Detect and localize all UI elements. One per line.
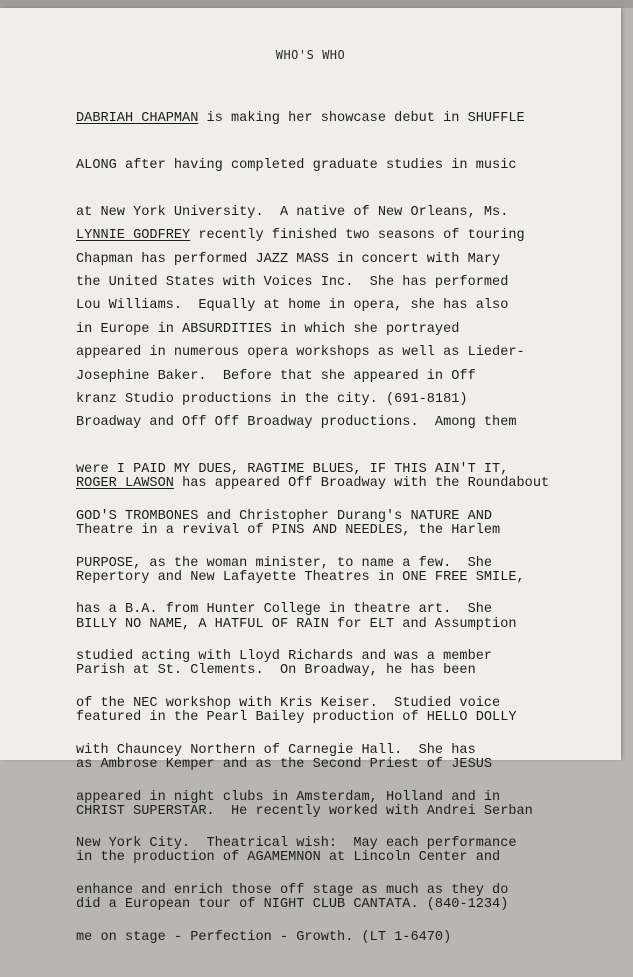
performer-name: DABRIAH CHAPMAN [76, 111, 199, 127]
bio-line: were I PAID MY DUES, RAGTIME BLUES, IF THIS AIN'T IT, [76, 462, 509, 478]
bio-line: PURPOSE, as the woman minister, to name a few. She [76, 555, 493, 571]
bio-line: GOD'S TROMBONES and Christopher Durang's NATURE AND [76, 508, 493, 524]
bio-line: in the production of AGAMEMNON at Lincoln Center and [76, 850, 501, 866]
bio-line: kranz Studio productions in the city. (691-8181) [76, 391, 468, 407]
bio-line: BILLY NO NAME, A HATFUL OF RAIN for ELT and Assumption [76, 616, 517, 632]
bio-entry-lawson [76, 445, 549, 944]
bio-line: ALONG after having completed graduate studies in music [76, 157, 517, 173]
performer-name: ROGER LAWSON [76, 476, 174, 492]
scan-background-edge [0, 0, 633, 8]
bio-line: did a European tour of NIGHT CLUB CANTATA. (840-1234) [76, 897, 509, 913]
bio-line: studied acting with Lloyd Richards and was a member [76, 649, 493, 665]
bio-line: Parish at St. Clements. On Broadway, he has been [76, 663, 476, 679]
bio-line: the United States with Voices Inc. She has performed [76, 274, 509, 290]
document-page [0, 8, 621, 945]
bio-line-text: recently finished two seasons of touring [190, 228, 525, 244]
bio-first-line [76, 228, 525, 244]
bio-line: appeared in night clubs in Amsterdam, Holland and in [76, 789, 501, 805]
page-title: WHO'S WHO [275, 48, 346, 62]
bio-line-text: is making her showcase debut in SHUFFLE [198, 111, 525, 127]
bio-line: with Chauncey Northern of Carnegie Hall. She has [76, 742, 476, 758]
bio-line: Josephine Baker. Before that she appeared in Off [76, 368, 476, 384]
bio-line-text: has appeared Off Broadway with the Roundabout [173, 476, 550, 492]
bio-line: CHRIST SUPERSTAR. He recently worked with Andrei Serban [76, 803, 533, 819]
bio-line: as Ambrose Kemper and as the Second Priest of JESUS [76, 756, 493, 772]
bio-line: Chapman has performed JAZZ MASS in concert with Mary [76, 251, 501, 267]
bio-line: enhance and enrich those off stage as much as they do [76, 883, 509, 899]
performer-name: LYNNIE GODFREY [76, 228, 191, 244]
bio-first-line [76, 111, 525, 127]
bio-line: has a B.A. from Hunter College in theatre art. She [76, 602, 493, 618]
bio-line: appeared in numerous opera workshops as well as Lieder- [76, 345, 525, 361]
bio-line: Theatre in a revival of PINS AND NEEDLES, the Harlem [76, 522, 501, 538]
bio-line: Broadway and Off Off Broadway productions. Among them [76, 415, 517, 431]
bio-line: of the NEC workshop with Kris Keiser. Studied voice [76, 696, 501, 711]
bio-first-line [76, 476, 549, 492]
bio-line: in Europe in ABSURDITIES in which she portrayed [76, 321, 460, 337]
bio-line: Repertory and New Lafayette Theatres in ONE FREE SMILE, [76, 569, 525, 585]
bio-line: Lou Williams. Equally at home in opera, she has also [76, 298, 509, 314]
bio-line: New York City. Theatrical wish: May each performance [76, 836, 517, 852]
bio-line: featured in the Pearl Bailey production of HELLO DOLLY [76, 710, 517, 726]
bio-line: at New York University. A native of New Orleans, Ms. [76, 204, 509, 220]
bio-line: me on stage - Perfection - Growth. (LT 1-6470) [76, 929, 452, 945]
